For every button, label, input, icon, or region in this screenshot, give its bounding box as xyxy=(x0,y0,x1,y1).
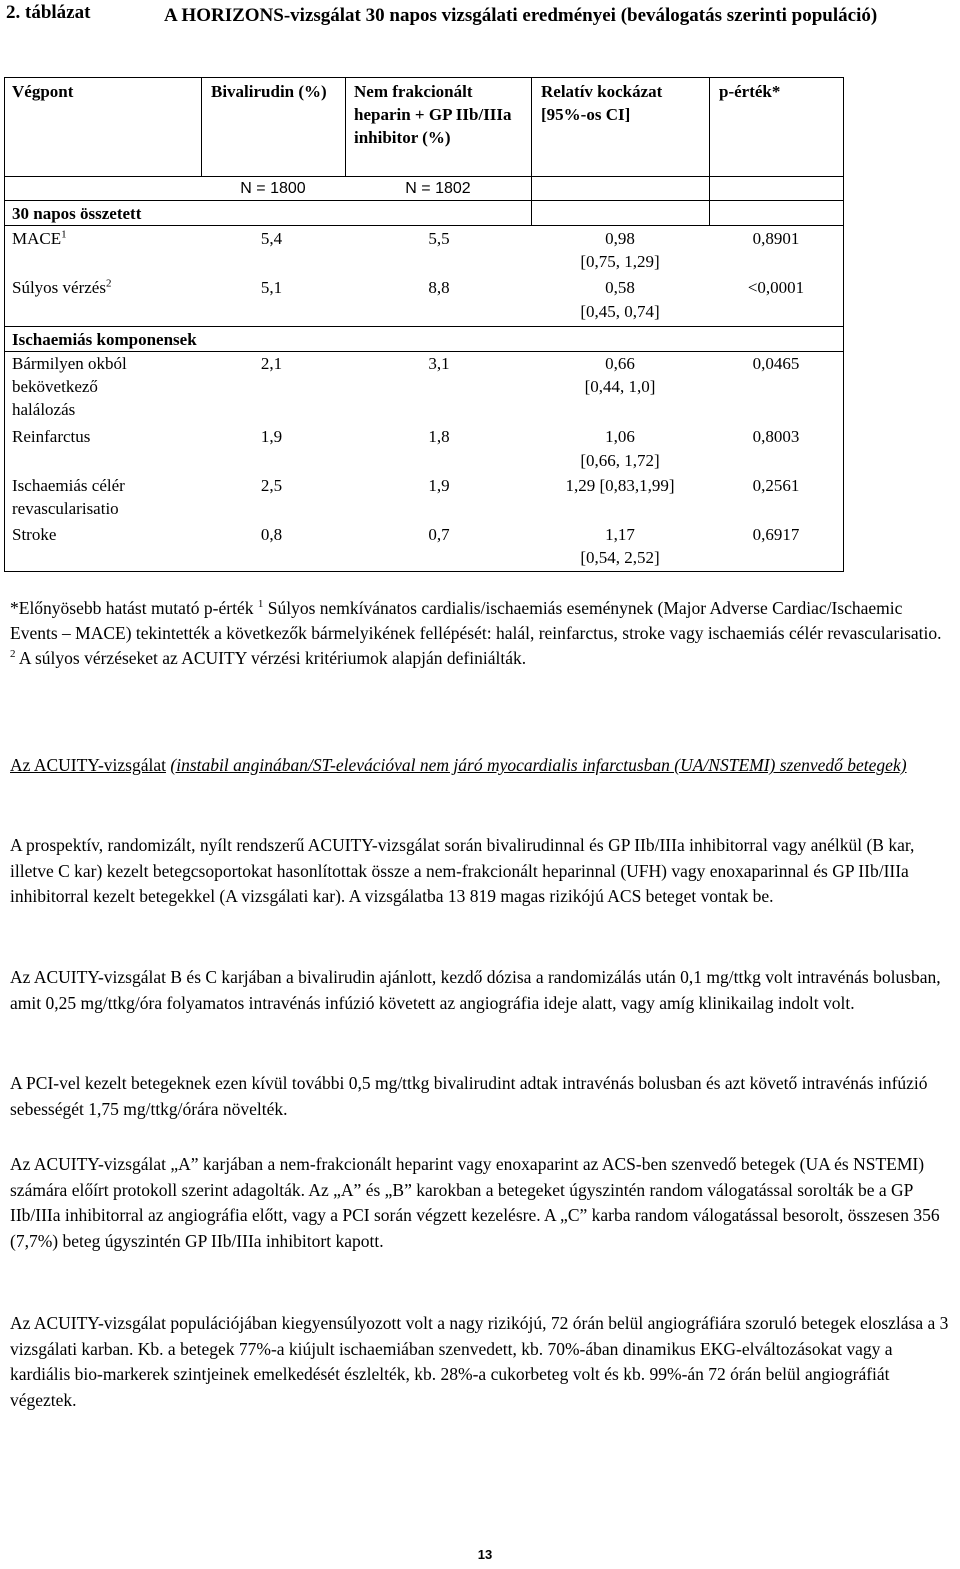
row-label: Súlyos vérzés$^2$ xyxy=(12,277,112,297)
header-endpoint: Végpont xyxy=(12,82,74,101)
row-rr-ci: [0,44, 1,0] xyxy=(584,377,656,396)
paragraph: Az ACUITY-vizsgálat „A” karjában a nem-frakcionált heparint vagy enoxaparint az ACS-ben szenvedő betegek (UA és NSTEMI) számára előírt protokoll szerint adagolták. Az „A” és „B” karokban a betegeket úgyszintén random válogatással sorolták be a GP IIb/IIIa inhibitorral az angiográfia előtt, vagy a PCI során végzett kezelésre. A „C” karba random válogatással besorolt, összesen 356 (7,7%) beteg úgyszintén GP IIb/IIIa inhibitort kapott. xyxy=(10,1154,940,1251)
footnote-sup-1: 1 xyxy=(257,598,264,611)
row-heparin: 0,7 xyxy=(428,525,450,544)
row-bivalirudin: 5,4 xyxy=(260,229,283,248)
row-label: MACE$^1$ xyxy=(12,228,67,248)
row-label: Ischaemiás célér revascularisatio xyxy=(12,476,125,518)
row-rr-ci: [0,45, 0,74] xyxy=(580,302,660,321)
table-footnote xyxy=(10,596,945,671)
row-bivalirudin: 0,8 xyxy=(260,525,283,544)
header-heparin: Nem frakcionált heparin + GP IIb/IIIa inhibitor (%) xyxy=(354,82,512,147)
row-rr-ci: [0,66, 1,72] xyxy=(580,451,660,470)
row-label: Reinfarctus xyxy=(12,427,91,446)
row-bivalirudin: 2,1 xyxy=(260,354,283,373)
row-heparin: 1,8 xyxy=(428,427,450,446)
row-p: 0,8901 xyxy=(752,229,800,248)
header-p-value: p-érték* xyxy=(719,82,781,101)
row-heparin: 1,9 xyxy=(428,476,450,495)
row-rr-value: 0,98 xyxy=(605,229,635,248)
paragraph: A PCI-vel kezelt betegeknek ezen kívül további 0,5 mg/ttkg bivalirudint adtak intravénás bolusban és azt követő intravénás infúzió sebességét 1,75 mg/ttkg/órára növelték. xyxy=(10,1073,928,1119)
row-heparin: 3,1 xyxy=(428,354,450,373)
acuity-heading: Az ACUITY-vizsgálat (instabil anginában/ST-elevációval nem járó myocardialis infarctusban (UA/NSTEMI) szenvedő betegek) xyxy=(10,755,907,775)
paragraph: A prospektív, randomizált, nyílt rendszerű ACUITY-vizsgálat során bivalirudinnal és GP IIb/IIIa inhibitorral vagy anélkül (B kar, illetve C kar) kezelt betegcsoportokat hasonlítottak össze a nem-frakcionált heparinnal (UFH) vagy enoxaparinnal és GP IIb/IIIa inhibitorral kezelt betegekkel (A vizsgálati kar). A vizsgálatba 13 819 magas rizikójú ACS beteget vontak be. xyxy=(10,835,915,906)
header-relative-risk: Relatív kockázat [95%-os CI] xyxy=(541,82,663,124)
row-rr-ci: [0,54, 2,52] xyxy=(580,548,660,567)
footnote-star: *Előnyösebb hatást mutató p-érték xyxy=(10,598,254,618)
row-rr-value: 1,06 xyxy=(605,427,635,446)
section-ischaemic-components: Ischaemiás komponensek xyxy=(12,330,197,349)
section-30-day-composite: 30 napos összetett xyxy=(12,204,142,223)
results-table xyxy=(4,77,844,572)
paragraph: Az ACUITY-vizsgálat B és C karjában a bivalirudin ajánlott, kezdő dózisa a randomizálás után 0,1 mg/ttkg volt intravénás bolusban, amit 0,25 mg/ttkg/óra folyamatos intravénás infúzió követett az angiográfia ideje alatt, vagy amíg klinikailag indolt volt. xyxy=(10,967,941,1013)
row-p: 0,2561 xyxy=(752,476,800,495)
n-bivalirudin: N = 1800 xyxy=(240,180,306,197)
footnote-1: Súlyos nemkívánatos cardialis/ischaemiás eseménynek (Major Adverse Cardiac/Ischaemic Events – MACE) tekintették a következők bármelyikének fellépését: halál, reinfarctus, stroke vagy ischaemiás célér revascularisatio. xyxy=(10,598,942,643)
row-label: Stroke xyxy=(12,525,57,544)
table-title: A HORIZONS-vizsgálat 30 napos vizsgálati eredményei (beválogatás szerinti populáció) xyxy=(164,5,878,26)
row-rr-value: 0,66 xyxy=(605,354,635,373)
paragraph: Az ACUITY-vizsgálat populációjában kiegyensúlyozott volt a nagy rizikójú, 72 órán belül angiográfiára szoruló betegek eloszlása a 3 vizsgálati karban. Kb. a betegek 77%-a kiújult ischaemiában szenvedett, kb. 70%-ában dinamikus EKG-elváltozásokat vagy a kardiális bio-markerek szintjeinek emelkedését észlelték, kb. 28%-a cukorbeteg volt és kb. 99%-án 72 órán belül angiográfiát végeztek. xyxy=(10,1313,949,1410)
row-rr-value: 1,29 [0,83,1,99] xyxy=(565,476,675,495)
row-heparin: 5,5 xyxy=(428,229,450,248)
footnote-2: A súlyos vérzéseket az ACUITY vérzési kritériumok alapján definiálták. xyxy=(18,648,527,668)
row-heparin: 8,8 xyxy=(428,278,450,297)
row-label: Bármilyen okból bekövetkező halálozás xyxy=(12,354,127,419)
table-label: 2. táblázat xyxy=(6,2,91,23)
row-bivalirudin: 5,1 xyxy=(260,278,283,297)
row-rr-value: 1,17 xyxy=(605,525,635,544)
row-bivalirudin: 1,9 xyxy=(260,427,283,446)
row-rr-ci: [0,75, 1,29] xyxy=(580,252,660,271)
row-p: 0,8003 xyxy=(752,427,800,446)
row-bivalirudin: 2,5 xyxy=(260,476,283,495)
row-p: 0,0465 xyxy=(752,354,800,373)
row-p: <0,0001 xyxy=(747,278,805,297)
footnote-sup-2: 2 xyxy=(10,648,16,661)
row-rr-value: 0,58 xyxy=(605,278,635,297)
header-bivalirudin: Bivalirudin (%) xyxy=(211,82,327,101)
row-p: 0,6917 xyxy=(752,525,800,544)
n-heparin: N = 1802 xyxy=(405,180,471,197)
page-number: 13 xyxy=(477,1547,493,1562)
